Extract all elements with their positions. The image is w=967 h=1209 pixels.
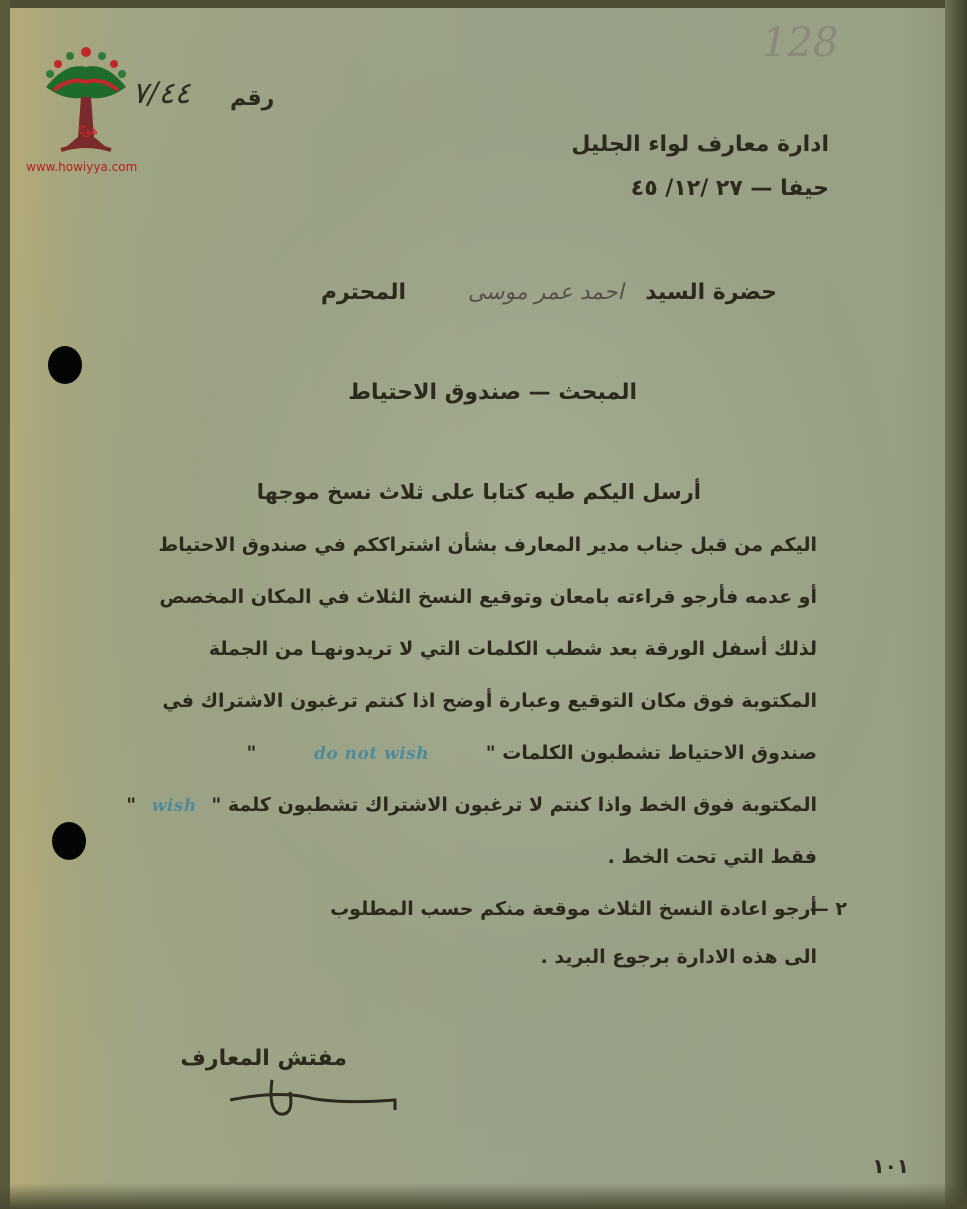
- handwritten-annotation: do not wish: [313, 744, 430, 764]
- item-line: أرجو اعادة النسخ الثلاث موقعة منكم حسب المطلوب: [330, 898, 817, 920]
- addressee-name: احمد عمر موسى: [467, 280, 624, 305]
- reference-number: ٧/٤٤: [132, 76, 191, 111]
- item-number: ٢ —: [809, 898, 847, 920]
- signatory-title: مفتش المعارف: [180, 1046, 347, 1071]
- logo-url: www.howiyya.com: [26, 160, 138, 174]
- item-line: الى هذه الادارة برجوع البريد .: [540, 946, 817, 968]
- footer-number: ١٠١: [872, 1154, 909, 1178]
- body-line: أو عدمه فأرجو قراءته بامعان وتوقيع النسخ الثلاث في المكان المخصص: [159, 586, 817, 608]
- scan-edge-bottom: [0, 1183, 967, 1209]
- addressee-title: حضرة السيد: [645, 280, 777, 305]
- svg-text:هويّا: هويّا: [78, 123, 98, 137]
- addressee-honorific: المحترم: [320, 280, 407, 305]
- scan-edge-top: [0, 0, 967, 8]
- body-line: صندوق الاحتياط تشطبون الكلمات " do not wish ": [246, 742, 817, 764]
- body-line: أرسل اليكم طيه كتابا على ثلاث نسخ موجها: [256, 480, 701, 504]
- subject-line: المبحث — صندوق الاحتياط: [348, 380, 637, 405]
- body-line: المكتوبة فوق الخط واذا كنتم لا ترغبون الاشتراك تشطبون كلمة " wish ": [126, 794, 817, 816]
- place-date: حيفا — ٢٧ /١٢/ ٤٥: [630, 176, 829, 201]
- signature-mark: [220, 1070, 420, 1130]
- scan-edge-right: [945, 0, 967, 1209]
- reference-label: رقم: [230, 86, 275, 111]
- body-line: فقط التي تحت الخط .: [607, 846, 817, 868]
- punch-hole: [52, 822, 86, 860]
- punch-hole: [48, 346, 82, 384]
- body-line: اليكم من قبل جناب مدير المعارف بشأن اشتراككم في صندوق الاحتياط: [158, 534, 817, 556]
- body-line: المكتوبة فوق مكان التوقيع وعبارة أوضح اذا كنتم ترغبون الاشتراك في: [162, 690, 817, 712]
- office-name: ادارة معارف لواء الجليل: [571, 132, 829, 157]
- handwritten-page-number: 128: [762, 20, 839, 66]
- handwritten-annotation: wish: [151, 796, 197, 816]
- addressee-line: [321, 280, 777, 305]
- scan-edge-left: [0, 0, 10, 1209]
- body-line: لذلك أسفل الورقة بعد شطب الكلمات التي لا تريدونهـا من الجملة: [208, 638, 817, 660]
